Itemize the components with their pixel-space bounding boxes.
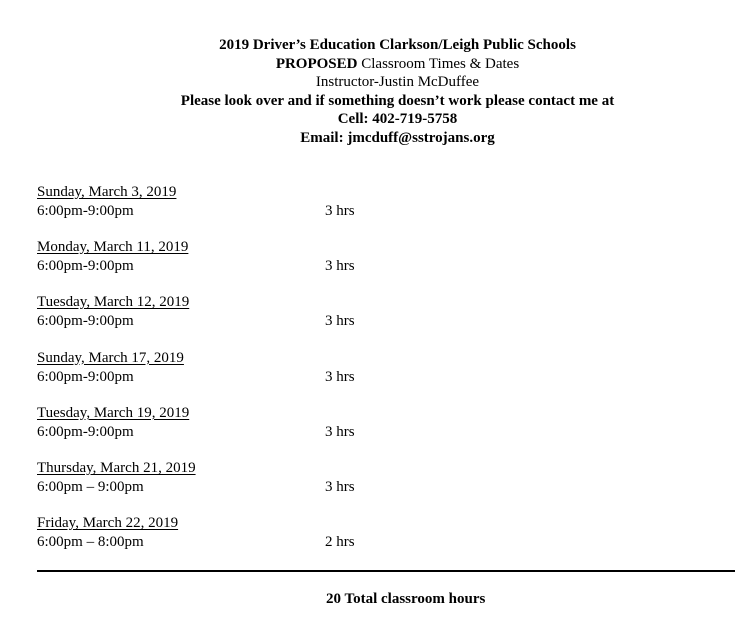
session-hours: 3 hrs <box>325 478 355 495</box>
session-date: Sunday, March 17, 2019 <box>37 349 184 366</box>
session-date: Sunday, March 3, 2019 <box>37 184 177 200</box>
session-time: 6:00pm-9:00pm <box>37 368 134 385</box>
session-time: 6:00pm-9:00pm <box>37 423 134 440</box>
session-time: 6:00pm-9:00pm <box>37 258 134 275</box>
session-hours: 2 hrs <box>325 534 355 551</box>
session-date: Tuesday, March 19, 2019 <box>37 404 190 421</box>
session-hours: 3 hrs <box>325 313 355 330</box>
instructor-line: Instructor-Justin McDuffee <box>315 74 480 90</box>
session-item <box>37 183 355 238</box>
session-time: 6:00pm – 9:00pm <box>37 478 144 495</box>
session-hours: 3 hrs <box>325 203 355 219</box>
proposed-rest: Classroom Times & Dates <box>357 55 520 72</box>
session-item <box>37 404 355 459</box>
session-item <box>37 459 355 514</box>
session-time: 6:00pm-9:00pm <box>37 313 134 330</box>
session-date: Friday, March 22, 2019 <box>37 515 179 532</box>
session-item <box>37 293 355 348</box>
session-item <box>37 238 355 293</box>
session-time: 6:00pm – 8:00pm <box>37 534 144 551</box>
email-address: Email: jmcduff@sstrojans.org <box>300 129 495 146</box>
session-hours: 3 hrs <box>325 368 355 385</box>
session-time: 6:00pm-9:00pm <box>37 203 134 219</box>
cell-phone: Cell: 402-719-5758 <box>337 111 458 127</box>
session-item <box>37 349 355 404</box>
session-item <box>37 514 355 569</box>
session-date: Monday, March 11, 2019 <box>37 239 189 256</box>
session-date: Thursday, March 21, 2019 <box>37 459 196 476</box>
document-title: 2019 Driver’s Education Clarkson/Leigh Public Schools <box>219 37 576 53</box>
contact-note: Please look over and if something doesn’t work please contact me at <box>180 92 615 109</box>
session-date: Tuesday, March 12, 2019 <box>37 294 190 311</box>
proposed-line <box>0 55 735 74</box>
proposed-label: PROPOSED <box>275 55 358 72</box>
total-hours: 20 Total classroom hours <box>326 591 486 607</box>
document-header <box>0 36 735 147</box>
session-list <box>37 183 355 569</box>
session-hours: 3 hrs <box>325 258 355 275</box>
horizontal-divider <box>37 570 735 572</box>
session-hours: 3 hrs <box>325 423 355 440</box>
